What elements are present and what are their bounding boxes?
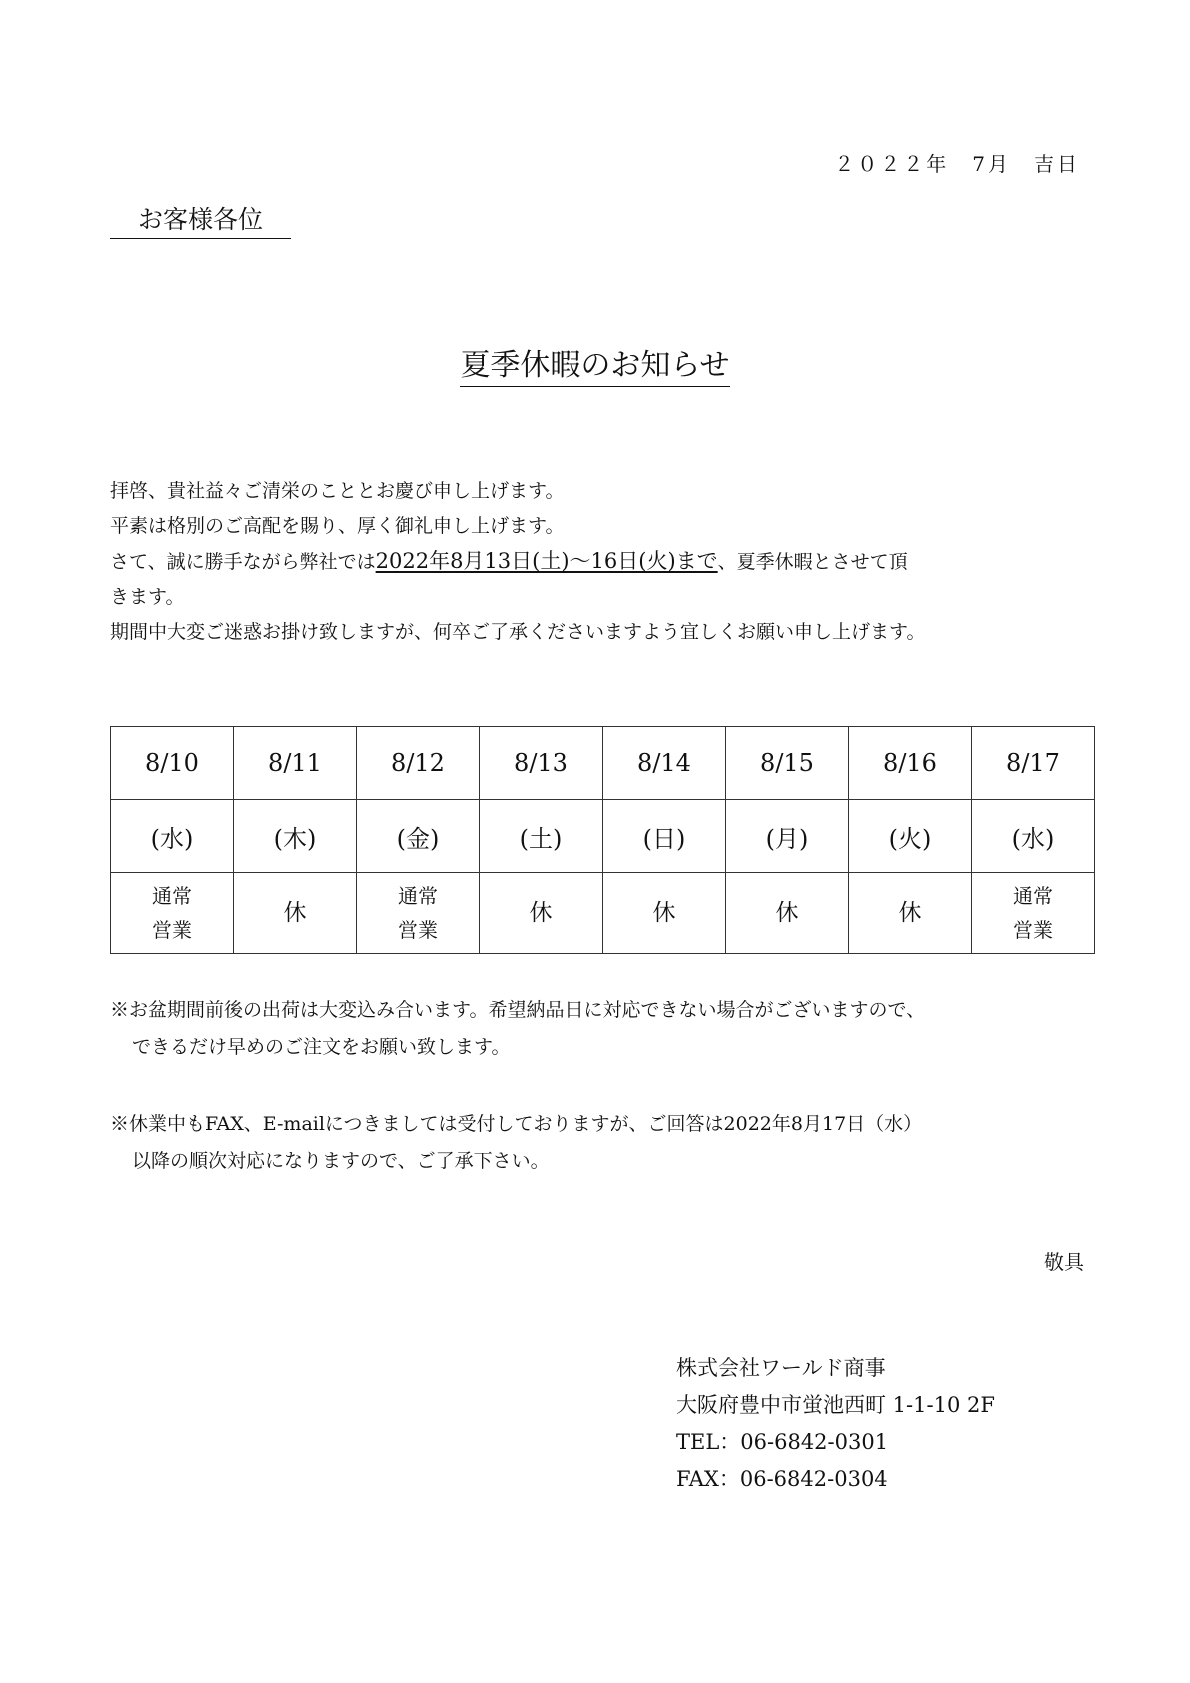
schedule-status-cell (480, 873, 603, 954)
company-address: 大阪府豊中市蛍池西町 1-1-10 2F (676, 1393, 995, 1417)
schedule-date-cell: 8/12 (357, 727, 480, 800)
schedule-weekday-cell: (土) (480, 800, 603, 873)
company-tel: TEL：06-6842-0301 (676, 1430, 889, 1454)
schedule-date-cell: 8/15 (726, 727, 849, 800)
schedule-date-cell: 8/11 (234, 727, 357, 800)
schedule-status-cell (603, 873, 726, 954)
schedule-status-cell (726, 873, 849, 954)
schedule-weekday-cell: (火) (849, 800, 972, 873)
company-fax: FAX：06-6842-0304 (676, 1467, 888, 1491)
body-line: 期間中大変ご迷惑お掛け致しますが、何卒ご了承くださいますよう宜しくお願い申し上げます。 (110, 621, 926, 643)
note-spacer (110, 1066, 1100, 1106)
company-info (676, 1350, 995, 1498)
notes (110, 992, 1100, 1180)
schedule-status-text: 営業 (398, 918, 438, 942)
schedule-status-cell (357, 873, 480, 954)
closing-remark: 敬具 (1044, 1250, 1084, 1274)
body-line-prefix: さて、誠に勝手ながら弊社では (110, 551, 376, 573)
schedule-status-text: 休 (652, 900, 676, 926)
schedule-weekday-cell: (水) (111, 800, 234, 873)
schedule-weekday-cell: (金) (357, 800, 480, 873)
holiday-period: 2022年8月13日(土)～16日(火)まで (375, 549, 718, 573)
schedule-status-text: 休 (775, 900, 799, 926)
schedule-date-cell: 8/17 (972, 727, 1095, 800)
schedule-weekday-cell: (木) (234, 800, 357, 873)
body-line: きます。 (110, 586, 185, 608)
schedule-status-text: 通常 (398, 884, 438, 908)
company-name: 株式会社ワールド商事 (676, 1356, 886, 1380)
body-line (110, 544, 1092, 580)
schedule-status-cell (972, 873, 1095, 954)
schedule-status-text: 休 (898, 900, 922, 926)
schedule-status-text: 営業 (152, 918, 192, 942)
document-title (0, 340, 1190, 384)
body-line: 平素は格別のご高配を賜り、厚く御礼申し上げます。 (110, 515, 565, 537)
note-line: ※休業中もFAX、E-mailにつきましては受付しておりますが、ご回答は2022年8月17日（水） (110, 1113, 923, 1135)
note-line: できるだけ早めのご注文をお願い致します。 (132, 1036, 511, 1058)
schedule-status-cell (111, 873, 234, 954)
schedule-date-cell: 8/16 (849, 727, 972, 800)
body-line-suffix: 、夏季休暇とさせて頂 (717, 551, 908, 573)
status-row (111, 873, 1095, 954)
schedule-date-cell: 8/13 (480, 727, 603, 800)
holiday-schedule-table (110, 726, 1095, 954)
schedule-weekday-cell: (水) (972, 800, 1095, 873)
note-line: 以降の順次対応になりますので、ご了承下さい。 (132, 1150, 550, 1172)
schedule-status-text: 休 (283, 900, 307, 926)
schedule-status-text: 通常 (1013, 884, 1053, 908)
schedule-date-cell: 8/10 (111, 727, 234, 800)
issue-date: ２０２２年 7月 吉日 (834, 152, 1080, 176)
date-row (111, 727, 1095, 800)
schedule-status-cell (849, 873, 972, 954)
document-title-text: 夏季休暇のお知らせ (460, 348, 729, 387)
body-text (110, 474, 1092, 650)
schedule-status-text: 営業 (1013, 918, 1053, 942)
schedule-status-cell (234, 873, 357, 954)
schedule-date-cell: 8/14 (603, 727, 726, 800)
recipient: お客様各位 (110, 200, 291, 239)
schedule-status-text: 通常 (152, 884, 192, 908)
body-line: 拝啓、貴社益々ご清栄のこととお慶び申し上げます。 (110, 480, 565, 502)
schedule-status-text: 休 (529, 900, 553, 926)
weekday-row (111, 800, 1095, 873)
note-line: ※お盆期間前後の出荷は大変込み合います。希望納品日に対応できない場合がございますので、 (110, 999, 926, 1021)
schedule-weekday-cell: (月) (726, 800, 849, 873)
schedule-weekday-cell: (日) (603, 800, 726, 873)
